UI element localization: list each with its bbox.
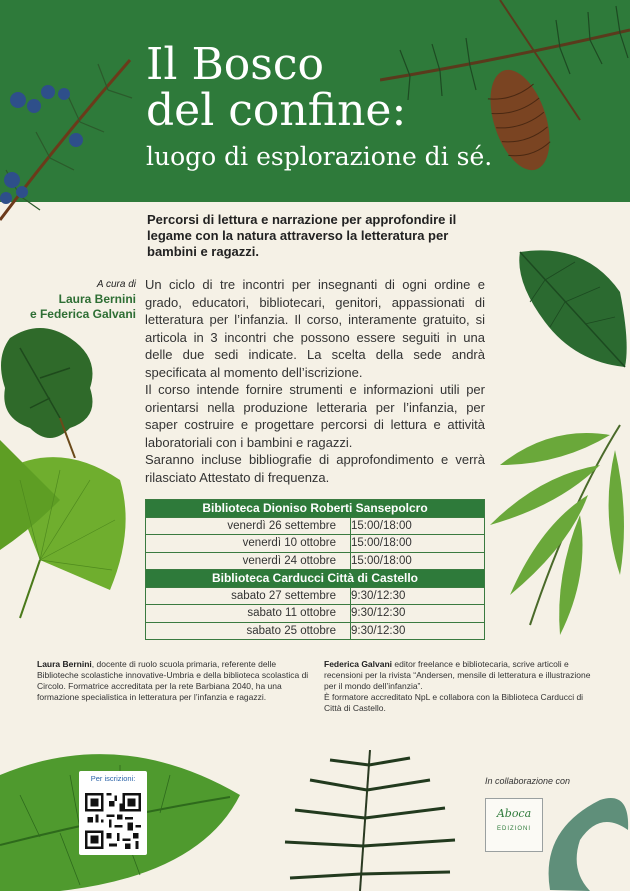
registration-qr-card[interactable] (79, 771, 147, 855)
willow-branch-illustration (470, 405, 630, 635)
description-paragraph-3: Saranno incluse bibliografie di approfondimento e verrà rilasciato Attestato di frequenza. (145, 452, 485, 485)
schedule-row (146, 552, 485, 570)
session-date: venerdì 24 ottobre (146, 552, 351, 570)
description-paragraph-2: Il corso intende fornire strumenti e informazioni utili per orientarsi nella produzione letteraria per l’infanzia, per saper costruire e progettare percorsi di lettura e attività laboratoriali con i bambini e ragazzi. (145, 382, 485, 450)
bio-text-2: È formatore accreditato NpL e collabora con la Biblioteca Carducci di Città di Castello. (324, 692, 584, 713)
schedule-row (146, 605, 485, 623)
session-time: 9:30/12:30 (351, 622, 485, 640)
registration-label: Per iscrizioni: (90, 774, 136, 783)
venue-header-row (146, 570, 485, 588)
session-date: venerdì 26 settembre (146, 517, 351, 535)
session-date: sabato 27 settembre (146, 587, 351, 605)
venue-header-row (146, 500, 485, 518)
bio-laura-bernini (37, 659, 309, 703)
qr-code-icon[interactable] (85, 793, 141, 849)
schedule-row (146, 622, 485, 640)
session-time: 9:30/12:30 (351, 587, 485, 605)
curator-name-2: e Federica Galvani (29, 307, 136, 321)
bio-text: , docente di ruolo scuola primaria, referente delle Biblioteche scolastiche innovative-Umbria e della biblioteca scolastica di Circolo. Formatrice accreditata per la rete Barbiana 2040, ha una formazione specialistica in letteratura per l’infanzia e ragazzi. (37, 659, 309, 702)
session-date: sabato 25 ottobre (146, 622, 351, 640)
intro-text: Percorsi di lettura e narrazione per approfondire il legame con la natura attraverso la letteratura per bambini e ragazzi. (147, 212, 457, 259)
course-description (145, 276, 485, 486)
description-paragraph-1: Un ciclo di tre incontri per insegnanti di ogni ordine e grado, educatori, bibliotecari, genitori, appassionati di letteratura per l’infanzia. Il corso, interamente gratuito, si articola in 3 incontri che possono essere seguiti in una delle due sedi indicate. La scelta della sede andrà specificata al momento dell’iscrizione. (145, 277, 485, 380)
bio-federica-galvani (324, 659, 596, 714)
schedule-row (146, 587, 485, 605)
schedule-row (146, 517, 485, 535)
partner-label: In collaborazione con (485, 776, 571, 786)
oak-leaf-illustration (0, 318, 110, 458)
bio-name: Federica Galvani (324, 659, 393, 669)
beech-leaf-illustration (515, 242, 630, 372)
curator-label: A cura di (96, 279, 136, 290)
session-time: 15:00/18:00 (351, 517, 485, 535)
session-time: 15:00/18:00 (351, 535, 485, 553)
bio-text: editor freelance e bibliotecaria, scrive articoli e recensioni per la rivista “Andersen, mensile di letteratura e illustrazione per il mondo dell’infanzia”. (324, 659, 591, 691)
partner-sub: EDIZIONI (496, 826, 531, 832)
curators (10, 277, 136, 322)
fern-illustration (270, 750, 460, 891)
ginkgo-leaf-illustration (0, 440, 135, 620)
curled-leaf-illustration (540, 790, 630, 891)
page-title (146, 39, 493, 174)
title-line-2: del confine: (146, 85, 407, 136)
curator-name-1: Laura Bernini (58, 292, 136, 306)
subtitle: luogo di esplorazione di sé. (146, 142, 493, 171)
bio-name: Laura Bernini (37, 659, 92, 669)
session-time: 15:00/18:00 (351, 552, 485, 570)
session-date: venerdì 10 ottobre (146, 535, 351, 553)
session-date: sabato 11 ottobre (146, 605, 351, 623)
schedule-table (145, 499, 485, 640)
partner-name: Aboca (496, 807, 532, 820)
schedule-row (146, 535, 485, 553)
juniper-branch-illustration (0, 20, 140, 250)
session-time: 9:30/12:30 (351, 605, 485, 623)
venue-1: Biblioteca Dioniso Roberti Sansepolcro (146, 500, 485, 518)
venue-2: Biblioteca Carducci Città di Castello (146, 570, 485, 588)
aboca-edizioni-logo[interactable] (485, 798, 543, 852)
title-line-1: Il Bosco (146, 39, 324, 90)
